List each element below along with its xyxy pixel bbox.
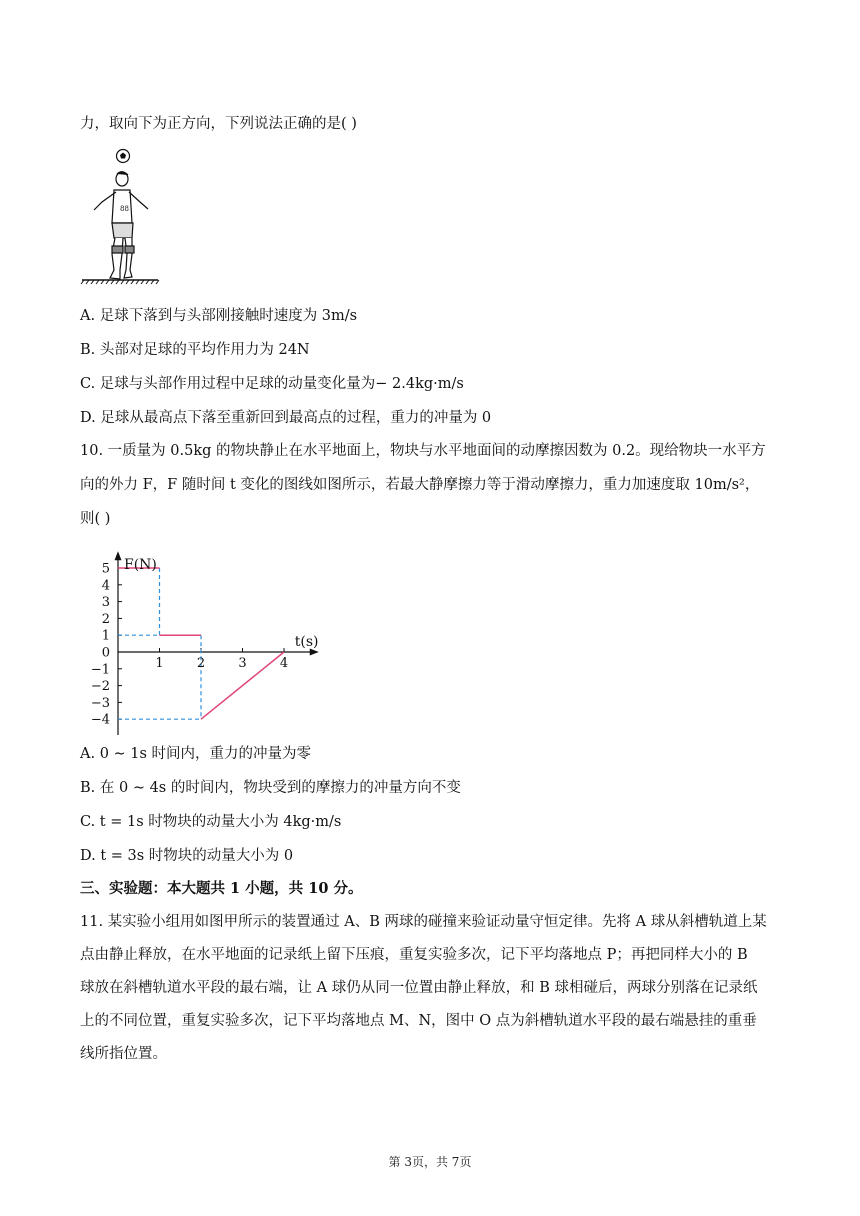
q10-stem-line-1: 10. 一质量为 0.5kg 的物块静止在水平地面上，物块与水平地面间的动摩擦因数为 0.2。现给物块一水平方 <box>80 443 766 459</box>
page-footer: 第 3页，共 7页 <box>388 1155 472 1169</box>
q9-option-b: B. 头部对足球的平均作用力为 24N <box>80 342 310 358</box>
q10-option-d: D. t = 3s 时物块的动量大小为 0 <box>80 848 294 864</box>
force-time-chart <box>78 528 319 738</box>
q11-line-5: 线所指位置。 <box>80 1046 167 1062</box>
y-axis-label: F(N) <box>124 557 157 574</box>
y-tick-label: 1 <box>101 628 110 644</box>
x-axis-label: t(s) <box>294 634 319 650</box>
y-tick-label: 3 <box>101 595 110 611</box>
q9-stem-end: 力，取向下为正方向，下列说法正确的是( ) <box>80 116 357 132</box>
x-tick-label: 1 <box>155 656 164 671</box>
x-tick-label: 2 <box>196 656 206 671</box>
y-tick-label: −4 <box>90 712 110 728</box>
q11-line-4: 上的不同位置，重复实验多次，记下平均落地点 M、N，图中 O 点为斜槽轨道水平段的最右端悬挂的重垂 <box>80 1013 757 1029</box>
x-tick-label: 3 <box>238 656 247 671</box>
football-header-figure <box>80 146 160 286</box>
q9-option-d: D. 足球从最高点下落至重新回到最高点的过程，重力的冲量为 0 <box>80 410 492 426</box>
svg-text:88: 88 <box>120 205 129 213</box>
section-heading: 三、实验题：本大题共 1 小题，共 10 分。 <box>80 880 363 897</box>
y-tick-label: 0 <box>101 645 110 661</box>
q10-option-a: A. 0 ∼ 1s 时间内，重力的冲量为零 <box>80 746 312 762</box>
q9-option-c: C. 足球与头部作用过程中足球的动量变化量为− 2.4kg·m/s <box>80 376 464 392</box>
y-tick-label: −1 <box>90 662 110 678</box>
q10-stem-line-3: 则( ) <box>80 511 111 527</box>
y-axis-arrow <box>115 551 122 560</box>
q10-option-b: B. 在 0 ∼ 4s 的时间内，物块受到的摩擦力的冲量方向不变 <box>80 780 461 796</box>
y-tick-label: −2 <box>90 679 110 695</box>
soccer-ball-icon <box>117 150 130 163</box>
q10-option-c: C. t = 1s 时物块的动量大小为 4kg·m/s <box>80 814 342 830</box>
q11-line-1: 11. 某实验小组用如图甲所示的装置通过 A、B 两球的碰撞来验证动量守恒定律。先将 A 球从斜槽轨道上某 <box>80 914 767 930</box>
player-icon <box>94 172 148 279</box>
q9-option-a: A. 足球下落到与头部刚接触时速度为 3m/s <box>80 308 358 324</box>
q11-line-2: 点由静止释放，在水平地面的记录纸上留下压痕，重复实验多次，记下平均落地点 P；再把同样大小的 B <box>80 947 748 963</box>
y-tick-label: 4 <box>101 578 110 594</box>
y-tick-label: −3 <box>90 695 110 711</box>
y-tick-label: 5 <box>101 561 110 577</box>
y-tick-label: 2 <box>101 611 110 627</box>
q10-stem-line-2: 向的外力 F，F 随时间 t 变化的图线如图所示，若最大静摩擦力等于滑动摩擦力，重力加速度取 10m/s²， <box>80 477 760 493</box>
q11-line-3: 球放在斜槽轨道水平段的最右端，让 A 球仍从同一位置由静止释放，和 B 球相碰后，两球分别落在记录纸 <box>80 980 758 996</box>
ground-hatch <box>81 280 159 284</box>
x-tick-label: 4 <box>279 656 289 671</box>
